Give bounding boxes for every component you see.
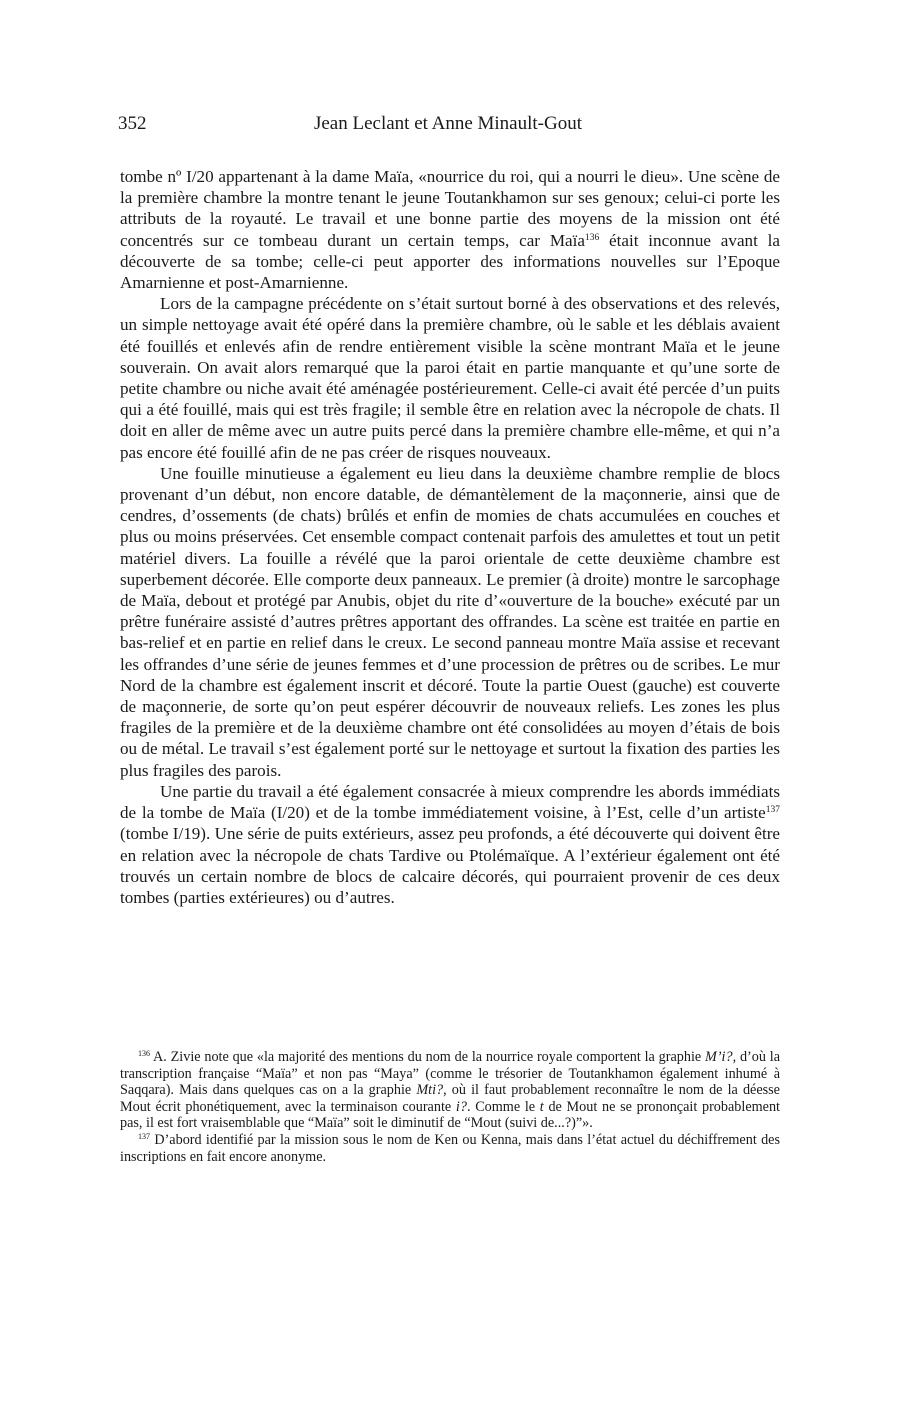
footnote-italic: Mti? (416, 1082, 444, 1099)
paragraph-1-text-b: était inconnue avant la découverte de sa tombe; celle-ci peut apporter des informations nouvelles sur l’Epoque Amarnienne et post-Amarnienne. (120, 230, 781, 293)
footnote-text: D’abord identifié par la mission sous le nom de Ken ou Kenna, mais dans l’état actuel du déchiffrement des inscriptions en fait encore anonyme. (120, 1131, 780, 1165)
footnote-136 (120, 1049, 780, 1132)
paragraph-3: Une fouille minutieuse a également eu lieu dans la deuxième chambre remplie de blocs provenant d’un début, non encore datable, de démantèlement de la maçonnerie, ainsi que de cendres, d’ossements (de chats) brûlés et enfin de momies de chats accumulées en couches et plus ou moins préservées. Cet ensemble compact contenait parfois des amulettes et tout un petit matériel divers. La fouille a révélé que la paroi orientale de cette deuxième chambre est superbement décorée. Elle comporte deux panneaux. Le premier (à droite) montre le sarcophage de Maïa, debout et protégé par Anubis, objet du rite d’«ouverture de la bouche» exécuté par un prêtre funéraire assisté d’autres prêtres apportant des offrandes. La scène est traitée en partie en bas-relief et en partie en relief dans le creux. Le second panneau montre Maïa assise et recevant les offrandes d’une série de jeunes femmes et d’une procession de prêtres ou de scribes. Le mur Nord de la chambre est également inscrit et décoré. Toute la partie Ouest (gauche) est couverte de maçonnerie, de sorte qu’on peut espérer découvrir de nouveaux reliefs. Les zones les plus fragiles de la première et de la deuxième chambre ont été consolidées au moyen d’étais de bois ou de métal. Le travail s’est également porté sur le nettoyage et surtout la fixation des parties les plus fragiles des parois. (120, 463, 780, 780)
footnote-text: . Comme le (466, 1098, 540, 1115)
paragraph-4 (120, 781, 780, 908)
paragraph-2: Lors de la campagne précédente on s’était surtout borné à des observations et des relevés, un simple nettoyage avait été opéré dans la première chambre, où le sable et les déblais avaient été fouillés et enlevés afin de rendre entièrement visible la scène montrant Maïa et le jeune souverain. On avait alors remarqué que la paroi était en partie manquante et qu’une sorte de petite chambre ou niche avait été aménagée postérieurement. Celle-ci avait été percée d’un puits qui a été fouillé, mais qui est très fragile; il semble être en relation avec la nécropole de chats. Il doit en aller de même avec un autre puits percé dans la première chambre elle-même, et qui n’a pas encore été fouillé afin de ne pas créer de risques nouveaux. (120, 294, 780, 462)
paragraph-1 (120, 166, 780, 293)
footnote-text: , d’où la transcription française “Maïa” et non pas “Maya” (comme le trésorier de Toutankhamon également inhumé à Saqqara). Mais dans quelques cas on a la graphie (120, 1049, 781, 1099)
footnotes (120, 1049, 780, 1165)
footnote-ref-136: 136 (584, 232, 600, 243)
footnote-text: A. Zivie note que «la majorité des mentions du nom de la nourrice royale comportent la graphie (150, 1049, 706, 1065)
running-head: Jean Leclant et Anne Minault-Gout (313, 113, 583, 134)
footnote-number: 136 (138, 1049, 150, 1058)
footnote-italic: t (539, 1098, 544, 1115)
footnote-number: 137 (138, 1131, 150, 1141)
paragraph-4-text-b: (tombe I/19). Une série de puits extérieurs, assez peu profonds, a été découverte qui doivent être en relation avec la nécropole de chats Tardive ou Ptolémaïque. A l’extérieur également ont été trouvés un certain nombre de blocs de calcaire décorés, qui pourraient provenir de ces deux tombes (parties extérieures) ou d’autres. (120, 824, 780, 907)
paragraph-4-text-a: Une partie du travail a été également consacrée à mieux comprendre les abords immédiats de la tombe de Maïa (I/20) et de la tombe immédiatement voisine, à l’Est, celle d’un artiste (120, 781, 780, 823)
paragraph-1-text-a: tombe nº I/20 appartenant à la dame Maïa, «nourrice du roi, qui a nourri le dieu». Une scène de la première chambre la montre tenant le jeune Toutankhamon sur ses genoux; celui-ci porte les attributs de la royauté. Le travail et une bonne partie des moyens de la mission ont été concentrés sur ce tombeau durant un certain temps, car Maïa (120, 167, 780, 250)
page-header (118, 113, 778, 143)
footnote-italic: M’i? (705, 1049, 733, 1065)
body-text (120, 166, 780, 908)
footnote-text: , où il faut probablement reconnaître le nom de la déesse Mout écrit phonétiquement, avec la terminaison courante (120, 1082, 780, 1115)
footnote-137 (120, 1132, 780, 1165)
footnote-italic: i? (455, 1098, 467, 1115)
page-number: 352 (118, 113, 147, 134)
footnote-text: de Mout ne se prononçait probablement pas, il est fort vraisemblable que “Maïa” soit le diminutif de “Mout (suivi de...?)”». (120, 1098, 780, 1132)
footnote-ref-137: 137 (765, 805, 780, 816)
